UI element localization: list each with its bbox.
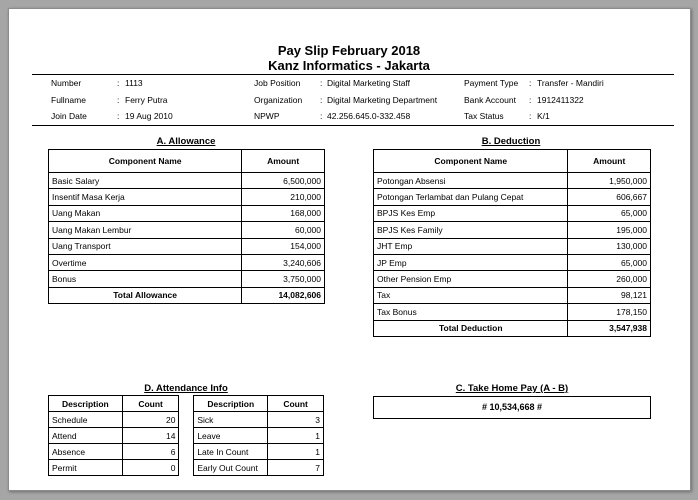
deduction-name: Potongan Absensi bbox=[374, 173, 568, 189]
deduction-total-label: Total Deduction bbox=[374, 320, 568, 336]
colon: : bbox=[320, 111, 323, 121]
deduction-amount: 260,000 bbox=[568, 271, 651, 287]
deduction-amount: 65,000 bbox=[568, 205, 651, 221]
deduction-table bbox=[373, 149, 651, 337]
deduction-amount: 178,150 bbox=[568, 304, 651, 320]
colon: : bbox=[117, 78, 120, 88]
company-name: Kanz Informatics - Jakarta bbox=[268, 58, 430, 73]
deduction-total: 3,547,938 bbox=[568, 320, 651, 336]
colon: : bbox=[117, 111, 120, 121]
attendance-count: 20 bbox=[122, 412, 179, 428]
allowance-name: Bonus bbox=[49, 271, 242, 287]
allowance-total: 14,082,606 bbox=[242, 287, 325, 303]
bank-account-value: 1912411322 bbox=[537, 95, 584, 105]
table-row bbox=[374, 189, 651, 205]
allowance-name: Uang Transport bbox=[49, 238, 242, 254]
deduction-amount: 65,000 bbox=[568, 254, 651, 270]
deduction-name: Tax bbox=[374, 287, 568, 303]
table-row bbox=[49, 444, 324, 460]
attendance-desc: Early Out Count bbox=[194, 460, 268, 476]
table-row bbox=[49, 205, 325, 221]
take-home-value: # 10,534,668 # bbox=[481, 402, 543, 412]
table-row bbox=[374, 304, 651, 320]
attendance-col-desc: Description bbox=[49, 396, 123, 412]
attendance-count: 1 bbox=[268, 444, 324, 460]
allowance-amount: 6,500,000 bbox=[242, 173, 325, 189]
allowance-amount: 3,750,000 bbox=[242, 271, 325, 287]
attendance-col-count: Count bbox=[122, 396, 179, 412]
table-row bbox=[374, 254, 651, 270]
attendance-gap bbox=[179, 444, 194, 460]
table-row bbox=[374, 173, 651, 189]
colon: : bbox=[320, 78, 323, 88]
table-row bbox=[49, 189, 325, 205]
allowance-amount: 210,000 bbox=[242, 189, 325, 205]
table-row bbox=[49, 173, 325, 189]
attendance-col-desc: Description bbox=[194, 396, 268, 412]
deduction-amount: 98,121 bbox=[568, 287, 651, 303]
fullname-label: Fullname bbox=[51, 95, 86, 105]
deduction-col-name: Component Name bbox=[374, 150, 568, 173]
allowance-amount: 60,000 bbox=[242, 222, 325, 238]
join-date-value: 19 Aug 2010 bbox=[125, 111, 173, 121]
attendance-gap bbox=[179, 460, 194, 476]
table-row bbox=[49, 412, 324, 428]
allowance-name: Insentif Masa Kerja bbox=[49, 189, 242, 205]
colon: : bbox=[529, 111, 532, 121]
attendance-desc: Leave bbox=[194, 428, 268, 444]
attendance-count: 6 bbox=[122, 444, 179, 460]
allowance-col-name: Component Name bbox=[49, 150, 242, 173]
allowance-amount: 3,240,606 bbox=[242, 254, 325, 270]
organization-label: Organization bbox=[254, 95, 303, 105]
payment-type-value: Transfer - Mandiri bbox=[537, 78, 604, 88]
deduction-name: Other Pension Emp bbox=[374, 271, 568, 287]
fullname-value: Ferry Putra bbox=[125, 95, 168, 105]
deduction-name: BPJS Kes Emp bbox=[374, 205, 568, 221]
allowance-table bbox=[48, 149, 325, 304]
deduction-amount: 606,667 bbox=[568, 189, 651, 205]
colon: : bbox=[529, 95, 532, 105]
allowance-name: Uang Makan Lembur bbox=[49, 222, 242, 238]
attendance-count: 1 bbox=[268, 428, 324, 444]
attendance-title: D. Attendance Info bbox=[144, 383, 228, 394]
deduction-amount: 1,950,000 bbox=[568, 173, 651, 189]
table-row bbox=[49, 254, 325, 270]
npwp-label: NPWP bbox=[254, 111, 280, 121]
attendance-count: 14 bbox=[122, 428, 179, 444]
deduction-amount: 130,000 bbox=[568, 238, 651, 254]
payment-type-label: Payment Type bbox=[464, 78, 519, 88]
colon: : bbox=[320, 95, 323, 105]
allowance-amount: 168,000 bbox=[242, 205, 325, 221]
attendance-desc: Absence bbox=[49, 444, 123, 460]
attendance-desc: Schedule bbox=[49, 412, 123, 428]
number-label: Number bbox=[51, 78, 82, 88]
allowance-name: Uang Makan bbox=[49, 205, 242, 221]
take-home-title: C. Take Home Pay (A - B) bbox=[455, 383, 569, 394]
tax-status-value: K/1 bbox=[537, 111, 550, 121]
colon: : bbox=[529, 78, 532, 88]
attendance-table bbox=[48, 395, 324, 476]
attendance-count: 0 bbox=[122, 460, 179, 476]
payslip-title: Pay Slip February 2018 bbox=[277, 43, 421, 58]
attendance-desc: Attend bbox=[49, 428, 123, 444]
number-value: 1113 bbox=[125, 78, 143, 88]
organization-value: Digital Marketing Department bbox=[327, 95, 438, 105]
allowance-name: Overtime bbox=[49, 254, 242, 270]
bank-account-label: Bank Account bbox=[464, 95, 516, 105]
deduction-name: JP Emp bbox=[374, 254, 568, 270]
table-row bbox=[49, 271, 325, 287]
deduction-name: Potongan Terlambat dan Pulang Cepat bbox=[374, 189, 568, 205]
deduction-amount: 195,000 bbox=[568, 222, 651, 238]
table-row bbox=[374, 238, 651, 254]
npwp-value: 42.256.645.0-332.458 bbox=[327, 111, 411, 121]
colon: : bbox=[117, 95, 120, 105]
deduction-name: JHT Emp bbox=[374, 238, 568, 254]
allowance-total-label: Total Allowance bbox=[49, 287, 242, 303]
deduction-col-amount: Amount bbox=[568, 150, 651, 173]
attendance-col-count: Count bbox=[268, 396, 324, 412]
join-date-label: Join Date bbox=[51, 111, 87, 121]
table-row bbox=[374, 271, 651, 287]
allowance-col-amount: Amount bbox=[242, 150, 325, 173]
table-row bbox=[49, 238, 325, 254]
table-row bbox=[49, 460, 324, 476]
attendance-gap bbox=[179, 428, 194, 444]
job-position-value: Digital Marketing Staff bbox=[327, 78, 410, 88]
table-row bbox=[374, 222, 651, 238]
table-row bbox=[374, 205, 651, 221]
tax-status-label: Tax Status bbox=[464, 111, 504, 121]
attendance-gap bbox=[179, 396, 194, 412]
deduction-name: Tax Bonus bbox=[374, 304, 568, 320]
deduction-name: BPJS Kes Family bbox=[374, 222, 568, 238]
attendance-desc: Permit bbox=[49, 460, 123, 476]
table-row bbox=[374, 287, 651, 303]
attendance-count: 7 bbox=[268, 460, 324, 476]
info-divider bbox=[32, 125, 674, 126]
attendance-count: 3 bbox=[268, 412, 324, 428]
allowance-title: A. Allowance bbox=[156, 136, 216, 147]
header-divider bbox=[32, 74, 674, 75]
attendance-desc: Sick bbox=[194, 412, 268, 428]
allowance-name: Basic Salary bbox=[49, 173, 242, 189]
attendance-desc: Late In Count bbox=[194, 444, 268, 460]
table-row bbox=[49, 428, 324, 444]
table-row bbox=[49, 222, 325, 238]
attendance-gap bbox=[179, 412, 194, 428]
allowance-amount: 154,000 bbox=[242, 238, 325, 254]
job-position-label: Job Position bbox=[254, 78, 301, 88]
deduction-title: B. Deduction bbox=[481, 136, 541, 147]
